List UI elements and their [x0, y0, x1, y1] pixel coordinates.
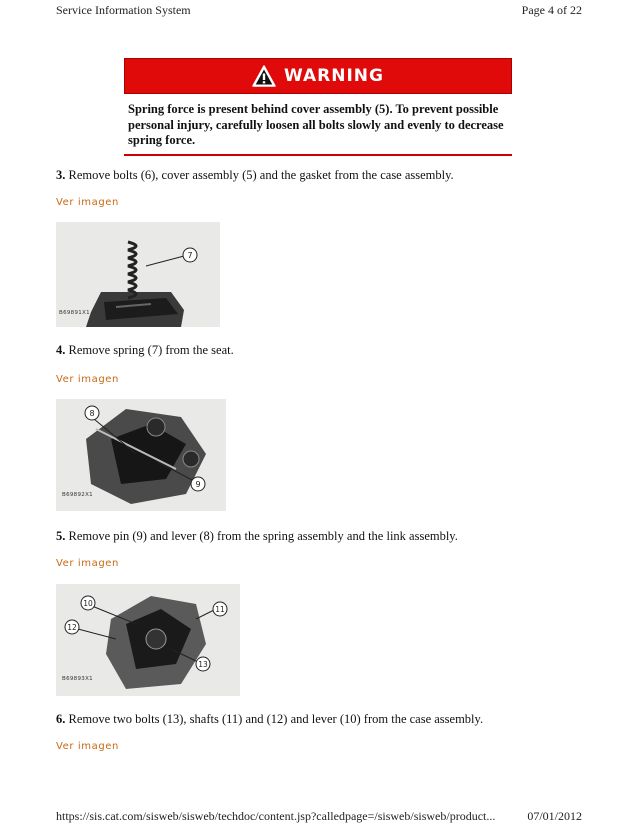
step-number: 6. — [56, 712, 66, 726]
step-4 — [56, 343, 234, 358]
callout-label: 13 — [198, 660, 208, 669]
view-image-link[interactable]: Ver imagen — [56, 741, 119, 752]
view-image-link[interactable]: Ver imagen — [56, 197, 119, 208]
warning-text: Spring force is present behind cover assembly (5). To prevent possible personal injury, carefully loosen all bolts slowly and evenly to decrease spring force. — [128, 102, 504, 147]
callout-label: 10 — [83, 599, 93, 608]
warning-triangle-icon — [252, 65, 276, 87]
step-6 — [56, 712, 483, 727]
warning-title: WARNING — [284, 66, 384, 86]
callout-label: 9 — [195, 480, 201, 489]
step-number: 5. — [56, 529, 66, 543]
warning-banner — [124, 58, 512, 94]
step-5-photo — [56, 584, 240, 696]
image-code: B69893X1 — [62, 676, 93, 682]
step-3-photo — [56, 222, 220, 327]
header-title: Service Information System — [56, 3, 191, 17]
footer-url: https://sis.cat.com/sisweb/sisweb/techdoc/content.jsp?calledpage=/sisweb/sisweb/product... — [56, 809, 496, 823]
callout-label: 12 — [67, 623, 77, 632]
view-image-link[interactable]: Ver imagen — [56, 558, 119, 569]
step-5 — [56, 529, 458, 544]
page-indicator: Page 4 of 22 — [521, 3, 582, 17]
callout-label: 8 — [89, 409, 95, 418]
image-code: B69891X1 — [59, 310, 90, 316]
image-code: B69892X1 — [62, 492, 93, 498]
step-text: Remove pin (9) and lever (8) from the spring assembly and the link assembly. — [68, 529, 458, 543]
callout-label: 7 — [187, 251, 193, 260]
step-number: 3. — [56, 168, 66, 182]
step-text: Remove two bolts (13), shafts (11) and (12) and lever (10) from the case assembly. — [68, 712, 484, 726]
step-text: Remove bolts (6), cover assembly (5) and the gasket from the case assembly. — [68, 168, 454, 182]
step-3 — [56, 168, 454, 183]
warning-rule — [124, 154, 512, 156]
footer-date: 07/01/2012 — [527, 809, 582, 823]
warning-box — [124, 58, 512, 156]
view-image-link[interactable]: Ver imagen — [56, 374, 119, 385]
step-number: 4. — [56, 343, 66, 357]
step-4-photo — [56, 399, 226, 511]
callout-label: 11 — [215, 605, 225, 614]
step-text: Remove spring (7) from the seat. — [68, 343, 234, 357]
